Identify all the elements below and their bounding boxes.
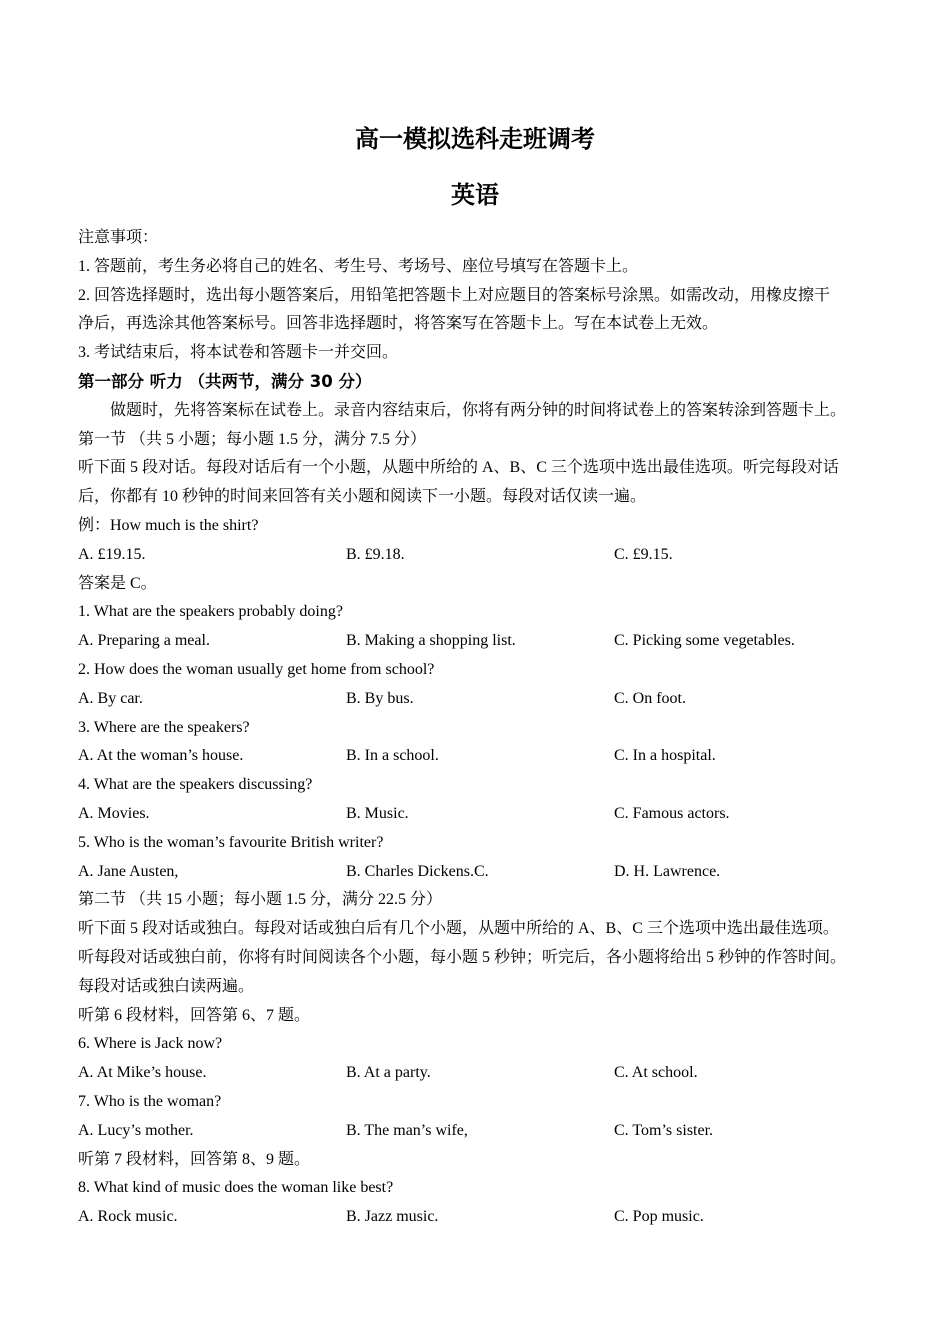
question-6-options bbox=[78, 1059, 893, 1088]
option-a: A. Rock music. bbox=[78, 1208, 178, 1226]
example-answer: 答案是 C。 bbox=[78, 574, 157, 592]
notice-item-2-line-1: 2. 回答选择题时，选出每小题答案后，用铅笔把答题卡上对应题目的答案标号涂黑。如需改动，用橡皮擦干 bbox=[78, 286, 831, 304]
option-c: C. £9.15. bbox=[614, 545, 673, 563]
section2-instructions-line-1: 听下面 5 段对话或独白。每段对话或独白后有几个小题，从题中所给的 A、B、C 三个选项中选出最佳选项。 bbox=[78, 920, 839, 938]
option-b: B. In a school. bbox=[346, 747, 439, 765]
question-6: 6. Where is Jack now? bbox=[78, 1035, 223, 1053]
question-2-options bbox=[78, 685, 893, 714]
question-7: 7. Who is the woman? bbox=[78, 1092, 222, 1110]
option-b: B. Music. bbox=[346, 804, 409, 822]
option-a: A. Lucy’s mother. bbox=[78, 1121, 194, 1139]
exam-content bbox=[78, 224, 893, 1232]
option-c: C. Famous actors. bbox=[614, 804, 730, 822]
option-c: C. At school. bbox=[614, 1064, 698, 1082]
option-b: B. Charles Dickens.C. bbox=[346, 862, 489, 880]
option-a: A. Movies. bbox=[78, 804, 150, 822]
part1-heading: 第一部分 听力 （共两节，满分 30 分） bbox=[78, 371, 372, 391]
option-a: A. By car. bbox=[78, 689, 143, 707]
question-7-options bbox=[78, 1117, 893, 1146]
option-b: B. The man’s wife, bbox=[346, 1121, 468, 1139]
option-c: C. In a hospital. bbox=[614, 747, 716, 765]
question-4-options bbox=[78, 800, 893, 829]
example-options bbox=[78, 541, 893, 570]
option-c: C. Tom’s sister. bbox=[614, 1121, 714, 1139]
question-1: 1. What are the speakers probably doing? bbox=[78, 603, 343, 621]
question-5: 5. Who is the woman’s favourite British writer? bbox=[78, 833, 384, 851]
option-a: A. At the woman’s house. bbox=[78, 747, 244, 765]
question-5-options bbox=[78, 858, 893, 887]
example-question: 例：How much is the shirt? bbox=[78, 516, 259, 534]
material-6-note: 听第 6 段材料，回答第 6、7 题。 bbox=[78, 1006, 311, 1024]
option-a: A. At Mike’s house. bbox=[78, 1064, 207, 1082]
option-a: A. Jane Austen, bbox=[78, 862, 179, 880]
question-3: 3. Where are the speakers? bbox=[78, 718, 250, 736]
notice-item-1: 1. 答题前，考生务必将自己的姓名、考生号、考场号、座位号填写在答题卡上。 bbox=[78, 257, 639, 275]
section2-heading: 第二节 （共 15 小题；每小题 1.5 分，满分 22.5 分） bbox=[78, 891, 443, 909]
question-1-options bbox=[78, 627, 893, 656]
exam-title: 高一模拟选科走班调考 bbox=[355, 125, 595, 153]
option-b: B. By bus. bbox=[346, 689, 414, 707]
section2-instructions-line-3: 每段对话或独白读两遍。 bbox=[78, 977, 255, 995]
option-b: B. At a party. bbox=[346, 1064, 431, 1082]
notice-heading: 注意事项： bbox=[78, 229, 159, 246]
option-c: D. H. Lawrence. bbox=[614, 862, 721, 880]
option-b: B. Jazz music. bbox=[346, 1208, 439, 1226]
material-7-note: 听第 7 段材料，回答第 8、9 题。 bbox=[78, 1150, 311, 1168]
notice-item-2-line-2: 净后，再选涂其他答案标号。回答非选择题时，将答案写在答题卡上。写在本试卷上无效。 bbox=[78, 315, 719, 333]
part1-intro: 做题时，先将答案标在试卷上。录音内容结束后，你将有两分钟的时间将试卷上的答案转涂到答题卡上。 bbox=[110, 401, 847, 419]
question-4: 4. What are the speakers discussing? bbox=[78, 776, 313, 794]
option-a: A. Preparing a meal. bbox=[78, 632, 210, 650]
option-b: B. £9.18. bbox=[346, 545, 405, 563]
question-8-options bbox=[78, 1203, 893, 1232]
section2-instructions-line-2: 听每段对话或独白前，你将有时间阅读各个小题，每小题 5 秒钟；听完后，各小题将给出 5 秒钟的作答时间。 bbox=[78, 948, 847, 966]
option-a: A. £19.15. bbox=[78, 545, 146, 563]
section1-heading: 第一节 （共 5 小题；每小题 1.5 分，满分 7.5 分） bbox=[78, 430, 427, 448]
option-c: C. Pop music. bbox=[614, 1208, 704, 1226]
subject-title: 英语 bbox=[451, 181, 499, 209]
section1-instructions-line-2: 后，你都有 10 秒钟的时间来回答有关小题和阅读下一小题。每段对话仅读一遍。 bbox=[78, 488, 647, 506]
section1-instructions-line-1: 听下面 5 段对话。每段对话后有一个小题，从题中所给的 A、B、C 三个选项中选出最佳选项。听完每段对话 bbox=[78, 459, 839, 477]
option-c: C. Picking some vegetables. bbox=[614, 632, 795, 650]
question-2: 2. How does the woman usually get home from school? bbox=[78, 660, 435, 678]
notice-item-3: 3. 考试结束后，将本试卷和答题卡一并交回。 bbox=[78, 344, 399, 362]
option-c: C. On foot. bbox=[614, 689, 686, 707]
question-8: 8. What kind of music does the woman like best? bbox=[78, 1179, 394, 1197]
question-3-options bbox=[78, 742, 893, 771]
option-b: B. Making a shopping list. bbox=[346, 632, 516, 650]
